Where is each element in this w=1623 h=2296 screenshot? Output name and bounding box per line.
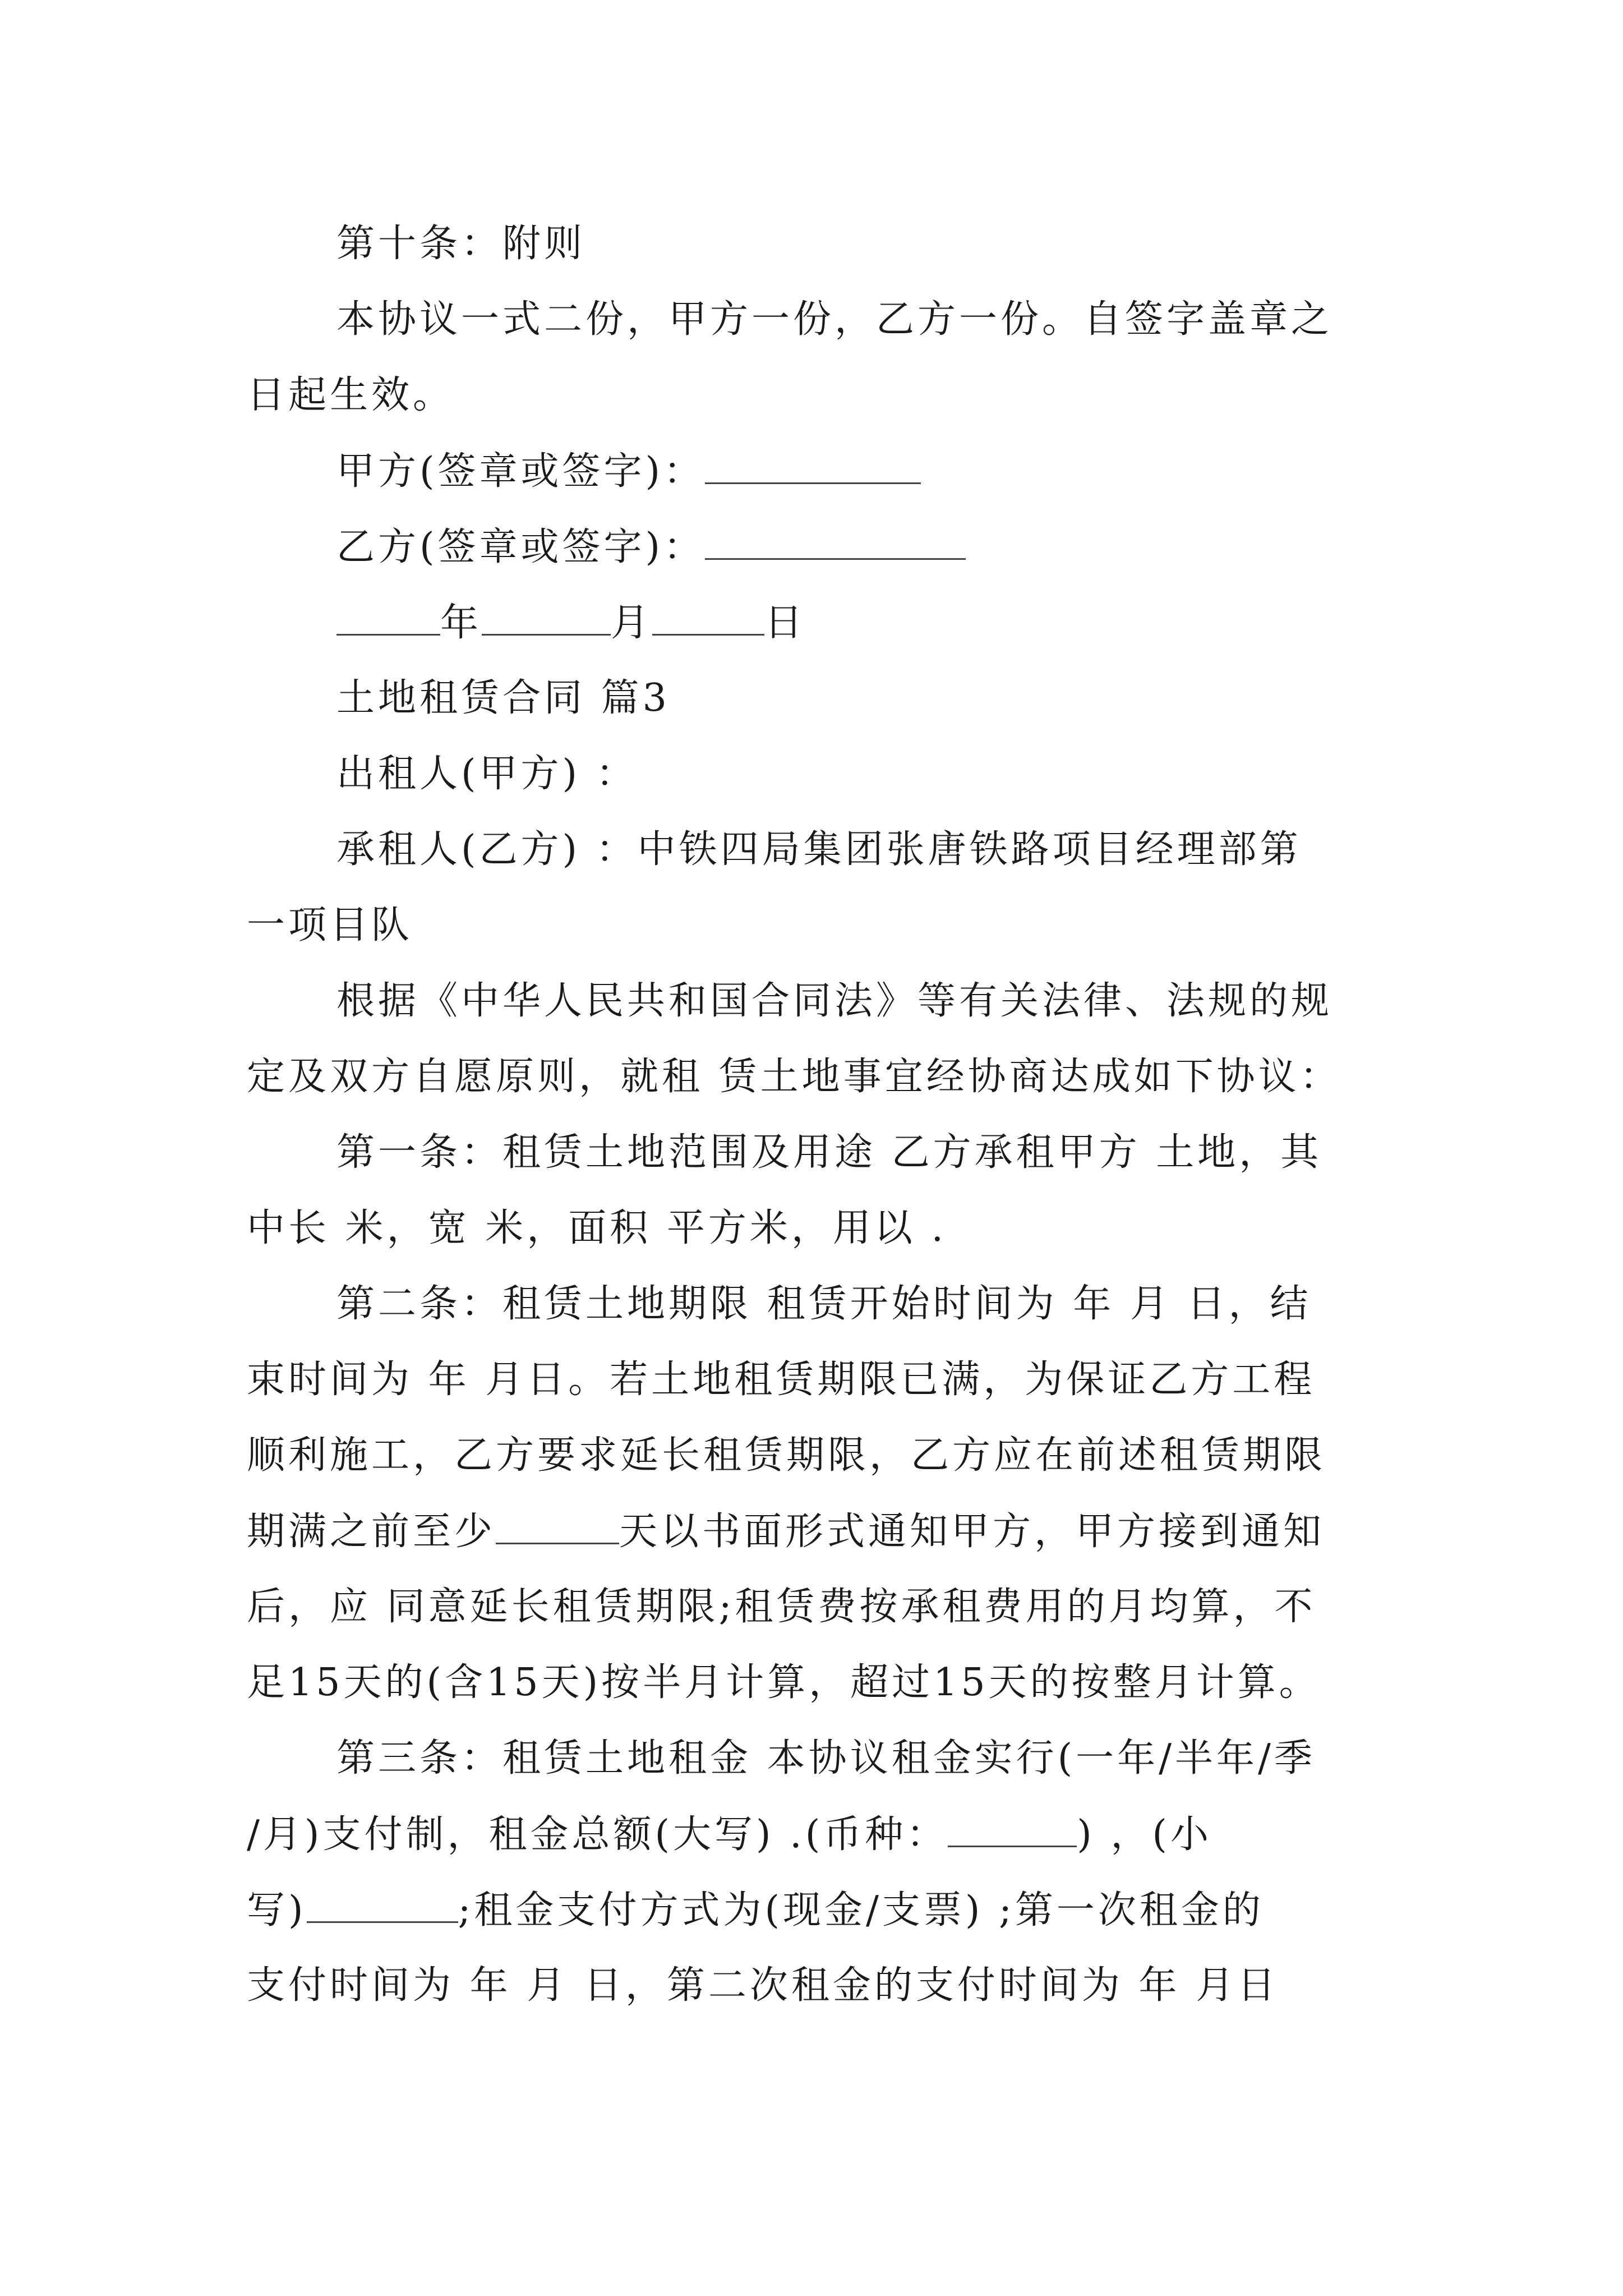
date-line: [336, 600, 806, 646]
paragraph-line: 本协议一式二份，甲方一份，乙方一份。自签字盖章之: [336, 297, 1333, 342]
article-3-line: 第三条：租赁土地租金 本协议租金实行(一年/半年/季: [336, 1736, 1316, 1780]
article-2-line: 顺利施工，乙方要求延长租赁期限，乙方应在前述租赁期限: [247, 1433, 1326, 1478]
article-2-line: 束时间为 年 月日。若土地租赁期限已满，为保证乙方工程: [247, 1358, 1316, 1402]
amount-blank: [307, 1888, 458, 1923]
party-a-signature-line: [336, 449, 921, 494]
article-2-line: 第二条：租赁土地期限 租赁开始时间为 年 月 日，结: [336, 1282, 1312, 1326]
article-3-line: [247, 1888, 1264, 1933]
article-3-line: 支付时间为 年 月 日，第二次租金的支付时间为 年 月日: [247, 1963, 1279, 2008]
paragraph-line: 定及双方自愿原则，就租 赁土地事宜经协商达成如下协议：: [247, 1055, 1341, 1099]
text-segment: 天以书面形式通知甲方，甲方接到通知: [619, 1510, 1325, 1554]
text-segment: /月)支付制，租金总额(大写) .(币种：: [247, 1812, 948, 1857]
signature-blank: [705, 449, 921, 484]
text-segment: 写): [247, 1888, 307, 1932]
day-blank: [652, 600, 764, 636]
day-label: 日: [764, 601, 806, 645]
article-2-line: 后，应 同意延长租赁期限;租赁费按承租费用的月均算，不: [247, 1585, 1316, 1629]
signature-blank: [705, 524, 966, 560]
article-3-line: [247, 1812, 1212, 1857]
year-blank: [336, 600, 440, 636]
year-label: 年: [440, 601, 482, 645]
month-blank: [482, 600, 611, 636]
text-segment: ) ，(小: [1077, 1812, 1212, 1857]
lessor-line: 出租人(甲方) ：: [336, 752, 638, 796]
lessee-line: 承租人(乙方) ：中铁四局集团张唐铁路项目经理部第: [336, 827, 1302, 872]
paragraph-line: 根据《中华人民共和国合同法》等有关法律、法规的规: [336, 979, 1333, 1023]
lessee-line-continued: 一项目队: [247, 903, 413, 947]
article-1-line: 中长 米，宽 米，面积 平方米，用以 .: [247, 1206, 947, 1250]
text-segment: ;租金支付方式为(现金/支票) ;第一次租金的: [458, 1888, 1264, 1932]
article-10-heading: 第十条：附则: [336, 222, 586, 266]
article-1-line: 第一条：租赁土地范围及用途 乙方承租甲方 土地，其: [336, 1130, 1322, 1175]
article-2-line: [247, 1509, 1325, 1554]
text-segment: 期满之前至少: [247, 1510, 496, 1554]
contract-title: 土地租赁合同 篇3: [336, 676, 670, 720]
party-a-signature-label: 甲方(签章或签字)：: [336, 449, 706, 494]
days-blank: [496, 1509, 619, 1544]
article-2-line: 足15天的(含15天)按半月计算，超过15天的按整月计算。: [247, 1660, 1321, 1705]
month-label: 月: [611, 601, 653, 645]
party-b-signature-line: [336, 524, 966, 570]
party-b-signature-label: 乙方(签章或签字)：: [336, 525, 706, 569]
currency-blank: [948, 1812, 1077, 1847]
paragraph-line: 日起生效。: [247, 373, 455, 417]
